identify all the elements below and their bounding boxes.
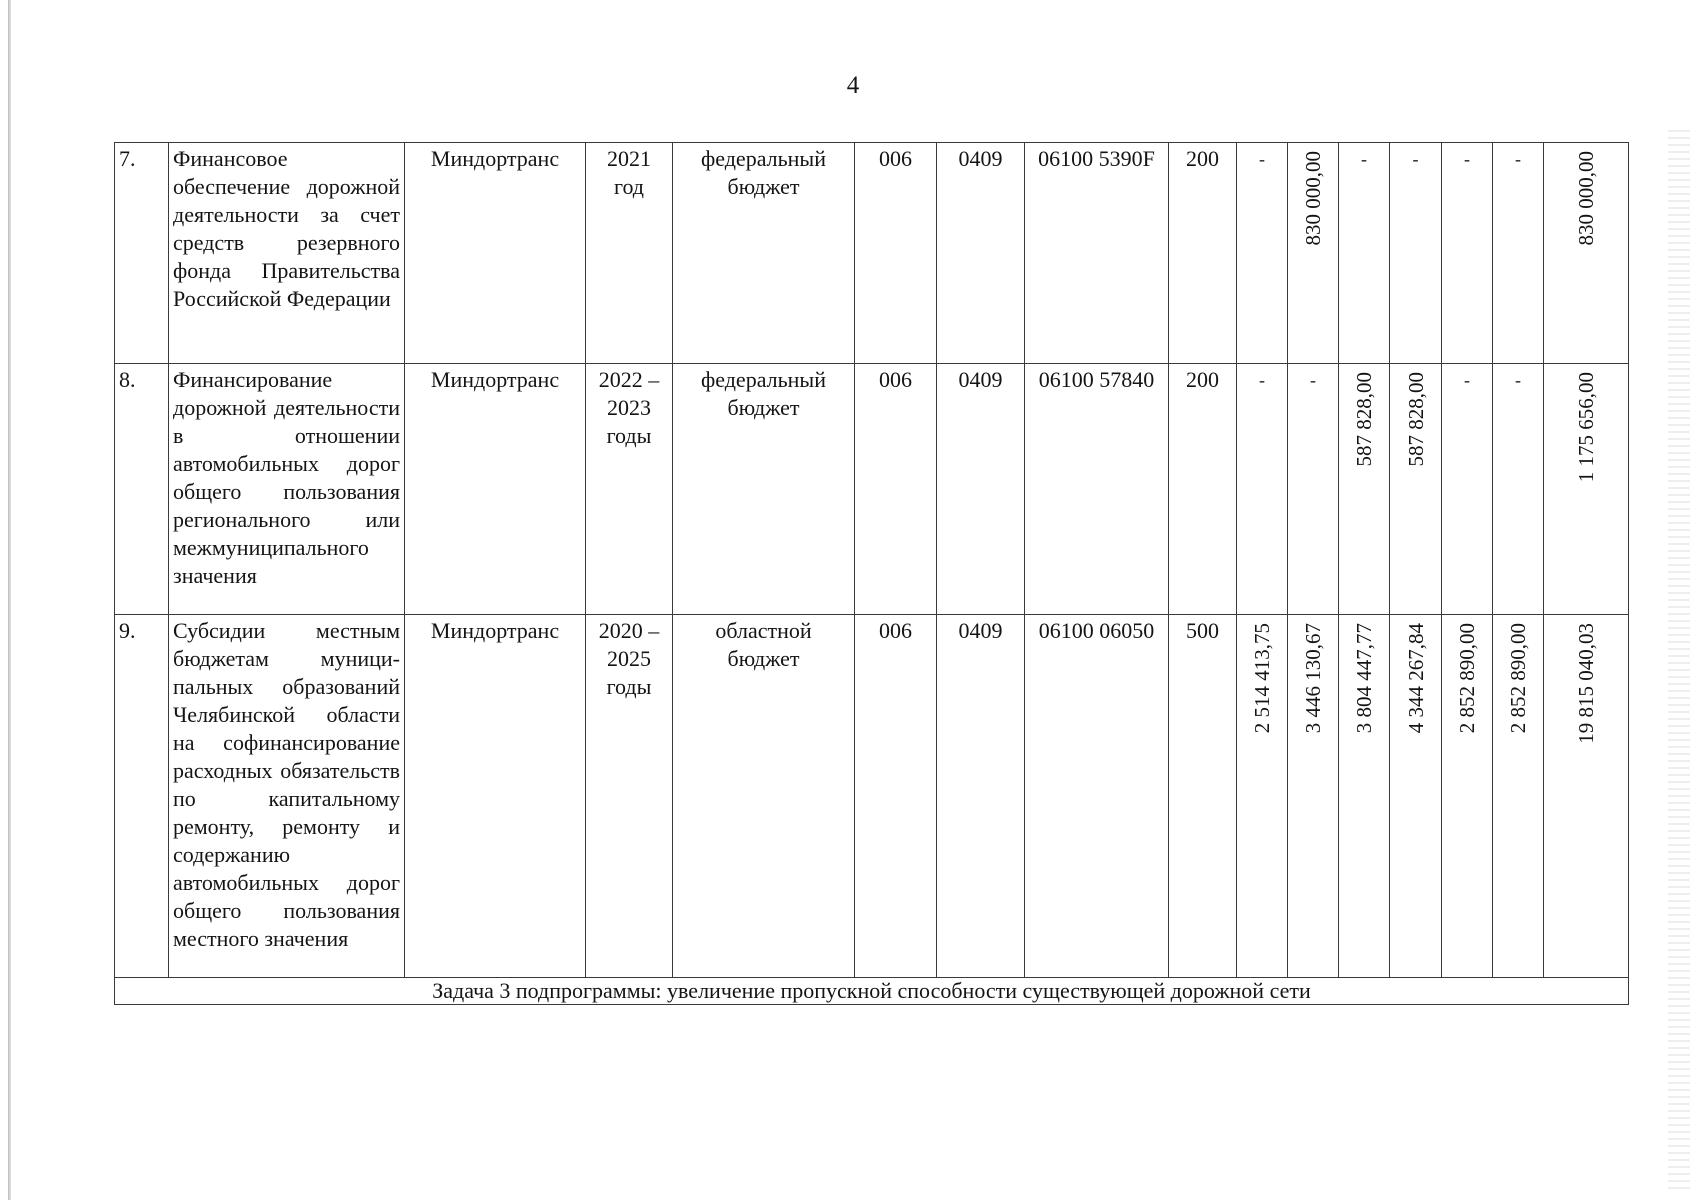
budget-table [114,142,1629,1005]
row-period: 2021 год [586,143,673,364]
amount-value: 4 344 267,84 [1403,623,1428,734]
amount-value: 2 852 890,00 [1455,623,1479,734]
task-header-text: Задача 3 подпрограммы: увеличение пропускной способности существующей дорожной сети [115,978,1629,1005]
row-number: 9. [115,615,169,978]
amount-empty: - [1464,149,1470,169]
amount-cell [1288,143,1339,364]
table-row [115,615,1629,978]
scan-edge-right [1668,130,1690,1190]
amount-cell [1442,143,1493,364]
amount-empty: - [1361,149,1367,169]
amount-cell [1288,364,1339,615]
row-section-code: 0409 [937,615,1025,978]
amount-empty: - [1259,370,1265,390]
amount-cell [1288,615,1339,978]
amount-empty: - [1412,149,1419,169]
amount-cell [1493,143,1544,364]
amount-cell [1339,364,1390,615]
row-description: Субсидии местным бюджетам муници-пальных образований Челябинской области на софинансирование расходных обязательств по капитальному ремонту, ремонту и содержанию автомобильных дорог общего пользования местного значения [169,615,405,978]
amount-value: 3 446 130,67 [1301,623,1325,734]
amount-empty: - [1515,370,1521,390]
amount-cell [1442,364,1493,615]
amount-cell [1442,615,1493,978]
row-target-article: 06100 06050 [1025,615,1169,978]
row-description: Финансовое обеспечение дорожной деятельности за счет средств резервного фонда Правительства Российской Федерации [169,143,405,364]
row-number: 7. [115,143,169,364]
amount-cell [1237,143,1288,364]
amount-empty: - [1310,370,1316,390]
row-grbs-code: 006 [855,615,937,978]
task-header-row [115,978,1629,1005]
row-grbs-code: 006 [855,364,937,615]
row-number: 8. [115,364,169,615]
amount-cell [1493,615,1544,978]
table-row [115,364,1629,615]
row-executor: Миндортранс [405,615,586,978]
row-description: Финансирование дорожной деятельности в отношении автомобильных дорог общего пользования регионального или межмуниципального значения [169,364,405,615]
row-grbs-code: 006 [855,143,937,364]
row-expense-type: 200 [1169,143,1237,364]
row-executor: Миндортранс [405,364,586,615]
scan-edge-left [8,0,11,1200]
row-target-article: 06100 5390F [1025,143,1169,364]
amount-cell [1339,615,1390,978]
total-value: 19 815 040,03 [1574,623,1598,744]
page-number: 4 [846,72,860,99]
row-section-code: 0409 [937,143,1025,364]
amount-cell [1390,364,1442,615]
total-cell [1544,143,1629,364]
amount-cell [1339,143,1390,364]
row-expense-type: 500 [1169,615,1237,978]
amount-cell [1237,364,1288,615]
row-expense-type: 200 [1169,364,1237,615]
row-funding-source: федеральный бюджет [673,364,855,615]
row-period: 2022 – 2023 годы [586,364,673,615]
row-section-code: 0409 [937,364,1025,615]
table-row [115,143,1629,364]
total-cell [1544,364,1629,615]
row-period: 2020 – 2025 годы [586,615,673,978]
row-target-article: 06100 57840 [1025,364,1169,615]
amount-cell [1237,615,1288,978]
amount-cell [1390,143,1442,364]
total-value: 830 000,00 [1574,151,1598,246]
amount-value: 830 000,00 [1301,151,1325,246]
amount-cell [1390,615,1442,978]
amount-value: 587 828,00 [1403,372,1428,467]
row-funding-source: областной бюджет [673,615,855,978]
amount-empty: - [1464,370,1470,390]
amount-empty: - [1515,149,1521,169]
total-cell [1544,615,1629,978]
amount-value: 587 828,00 [1352,372,1376,467]
amount-cell [1493,364,1544,615]
row-executor: Миндортранс [405,143,586,364]
total-value: 1 175 656,00 [1574,372,1598,483]
amount-empty: - [1259,149,1265,169]
row-funding-source: федеральный бюджет [673,143,855,364]
amount-value: 3 804 447,77 [1352,623,1376,734]
amount-value: 2 514 413,75 [1250,623,1274,734]
amount-value: 2 852 890,00 [1506,623,1530,734]
